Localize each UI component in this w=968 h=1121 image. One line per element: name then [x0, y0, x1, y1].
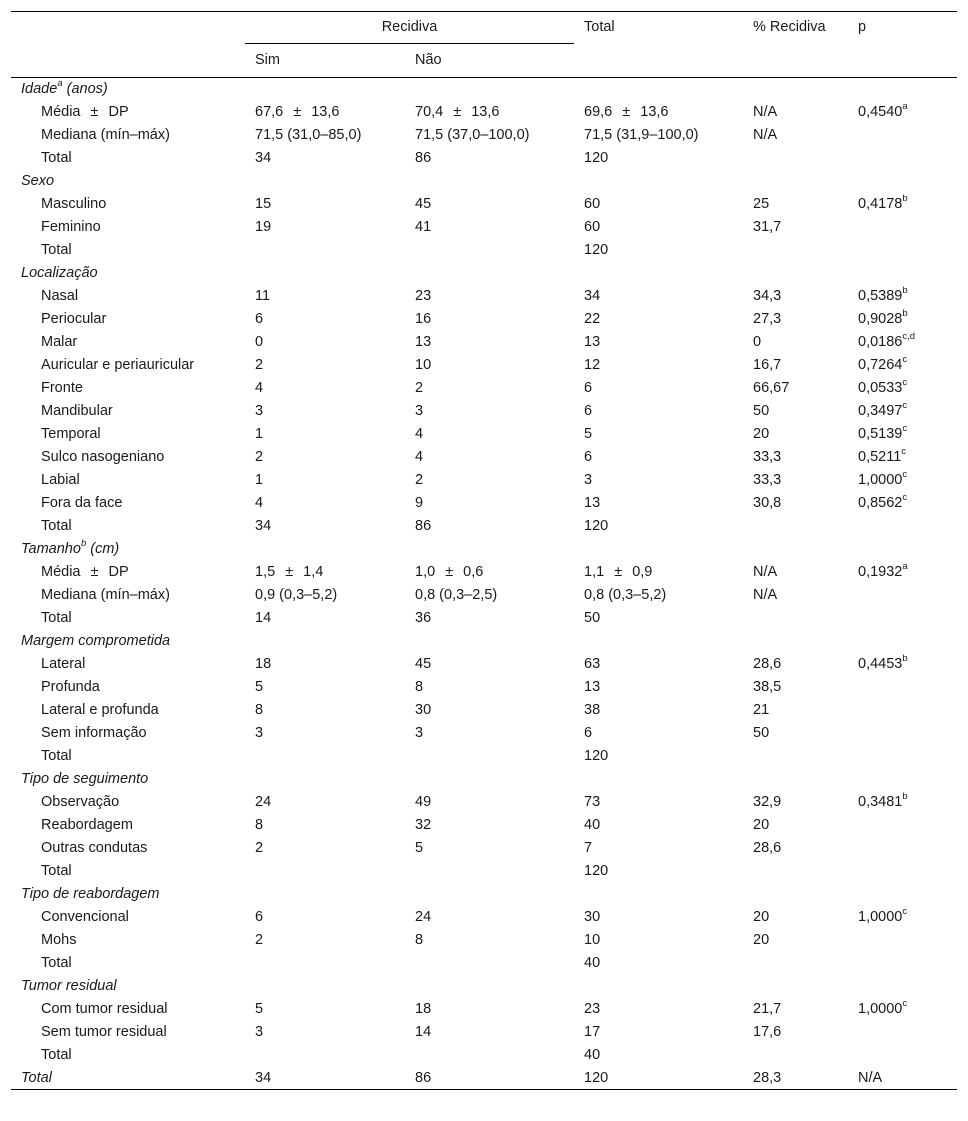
cell-nao	[405, 745, 574, 768]
row-label: Convencional	[41, 908, 129, 925]
cell-pct-recidiva: N/A	[753, 563, 778, 580]
cell-total: 7	[584, 839, 593, 856]
cell-total: 13	[584, 333, 601, 350]
cell-nao: 23	[415, 287, 432, 304]
category-row	[11, 262, 957, 285]
cell-total: 71,5 (31,9–100,0)	[584, 126, 699, 143]
cell-total: 69,6 ± 13,6	[584, 103, 669, 120]
cell-total: 60	[584, 195, 601, 212]
cell-nao: 0,8 (0,3–2,5)	[415, 586, 498, 603]
row-label: Total	[41, 149, 72, 166]
category-row	[11, 630, 957, 653]
row-label: Total	[41, 241, 72, 258]
cell-p: 0,4540$^a$	[858, 100, 908, 120]
cell-nao: 5	[415, 839, 424, 856]
cell-pct-recidiva: N/A	[753, 126, 778, 143]
row-label: Malar	[41, 333, 78, 350]
cell-total: 34	[584, 287, 601, 304]
cell-nao: 49	[415, 793, 432, 810]
cell-p: 1,0000$^c$	[858, 997, 908, 1017]
row-label: Mandibular	[41, 402, 113, 419]
cell-pct-recidiva: 66,67	[753, 379, 790, 396]
cell-p	[848, 1044, 957, 1067]
category-label: Idade$^a$ (anos)	[21, 78, 108, 97]
recurrence-table	[11, 11, 957, 1090]
table-row	[11, 285, 957, 308]
cell-pct-recidiva	[743, 860, 848, 883]
cell-total: 40	[584, 1046, 601, 1063]
cell-pct-recidiva	[743, 745, 848, 768]
cell-sim	[245, 1044, 405, 1067]
category-label: Margem comprometida	[21, 632, 171, 649]
header-pct-recidiva: % Recidiva	[753, 19, 826, 35]
cell-p: 0,4453$^b$	[858, 652, 908, 672]
table-row	[11, 745, 957, 768]
cell-pct-recidiva: 20	[753, 931, 770, 948]
cell-pct-recidiva: N/A	[753, 586, 778, 603]
cell-total: 6	[584, 379, 593, 396]
category-row	[11, 768, 957, 791]
grand-total-total: 120	[584, 1069, 609, 1086]
cell-nao: 9	[415, 494, 424, 511]
cell-total: 120	[584, 862, 609, 879]
cell-sim: 3	[255, 724, 264, 741]
table-row	[11, 515, 957, 538]
cell-nao: 4	[415, 425, 424, 442]
cell-total: 22	[584, 310, 601, 327]
table-row	[11, 860, 957, 883]
header-row-2	[11, 45, 957, 78]
category-label: Tumor residual	[21, 977, 117, 994]
row-label: Sem informação	[41, 724, 147, 741]
cell-total: 6	[584, 402, 593, 419]
category-label: Tipo de seguimento	[21, 770, 149, 787]
cell-sim: 15	[255, 195, 272, 212]
cell-sim: 11	[255, 287, 271, 304]
header-row-1	[11, 12, 957, 45]
cell-p	[848, 837, 957, 860]
cell-sim: 1	[255, 425, 264, 442]
row-label: Temporal	[41, 425, 101, 442]
table-container	[11, 11, 957, 1090]
cell-total: 38	[584, 701, 601, 718]
cell-total: 6	[584, 724, 593, 741]
cell-total: 6	[584, 448, 593, 465]
cell-p: 1,0000$^c$	[858, 468, 908, 488]
cell-nao: 32	[415, 816, 432, 833]
cell-total: 120	[584, 747, 609, 764]
table-row	[11, 722, 957, 745]
table-row	[11, 239, 957, 262]
table-row	[11, 837, 957, 860]
cell-nao	[405, 1044, 574, 1067]
table-row	[11, 124, 957, 147]
row-label: Nasal	[41, 287, 79, 304]
table-row	[11, 400, 957, 423]
cell-sim: 18	[255, 655, 272, 672]
cell-nao	[405, 239, 574, 262]
cell-total: 3	[584, 471, 593, 488]
cell-pct-recidiva: 30,8	[753, 494, 782, 511]
cell-sim: 34	[255, 517, 272, 534]
cell-sim: 6	[255, 908, 264, 925]
cell-p: 0,0186$^{c,d}$	[858, 330, 916, 350]
grand-total-nao: 86	[415, 1069, 432, 1086]
category-label: Tamanho$^b$ (cm)	[21, 537, 120, 557]
table-body	[11, 78, 957, 1090]
grand-total-pct: 28,3	[753, 1069, 782, 1086]
cell-nao: 10	[415, 356, 432, 373]
cell-p: 0,3497$^c$	[858, 399, 908, 419]
cell-sim: 34	[255, 149, 272, 166]
cell-pct-recidiva: 20	[753, 816, 770, 833]
cell-nao: 8	[415, 931, 424, 948]
table-row	[11, 354, 957, 377]
row-label: Total	[41, 1046, 72, 1063]
cell-pct-recidiva: 20	[753, 908, 770, 925]
cell-pct-recidiva: 28,6	[753, 655, 782, 672]
table-row	[11, 1021, 957, 1044]
grand-total-sim: 34	[255, 1069, 272, 1086]
cell-total: 0,8 (0,3–5,2)	[584, 586, 667, 603]
category-row	[11, 975, 957, 998]
table-row	[11, 469, 957, 492]
row-label: Média ± DP	[41, 103, 129, 120]
recidiva-underline	[245, 43, 574, 44]
table-row	[11, 423, 957, 446]
grand-total-row	[11, 1067, 957, 1090]
cell-nao: 45	[415, 195, 432, 212]
table-row	[11, 216, 957, 239]
grand-total-label: Total	[21, 1069, 52, 1086]
cell-p: 0,0533$^c$	[858, 376, 908, 396]
row-label: Mediana (mín–máx)	[41, 126, 170, 143]
cell-pct-recidiva: 31,7	[753, 218, 782, 235]
cell-p	[848, 699, 957, 722]
cell-sim: 2	[255, 931, 264, 948]
cell-pct-recidiva: 32,9	[753, 793, 782, 810]
row-label: Fora da face	[41, 494, 123, 511]
cell-nao: 71,5 (37,0–100,0)	[415, 126, 530, 143]
category-label: Localização	[21, 264, 98, 281]
cell-p: 0,7264$^c$	[858, 353, 908, 373]
cell-p	[848, 1021, 957, 1044]
cell-nao: 16	[415, 310, 432, 327]
cell-sim: 67,6 ± 13,6	[255, 103, 340, 120]
cell-nao: 13	[415, 333, 432, 350]
table-row	[11, 607, 957, 630]
cell-pct-recidiva: 50	[753, 402, 770, 419]
cell-sim: 8	[255, 701, 264, 718]
cell-pct-recidiva: 28,6	[753, 839, 782, 856]
cell-sim: 0	[255, 333, 264, 350]
cell-total: 73	[584, 793, 601, 810]
cell-p	[848, 952, 957, 975]
table-row	[11, 998, 957, 1021]
cell-p: 0,8562$^c$	[858, 491, 908, 511]
cell-nao: 18	[415, 1000, 432, 1017]
row-label: Lateral	[41, 655, 86, 672]
cell-pct-recidiva	[743, 515, 848, 538]
cell-pct-recidiva	[743, 607, 848, 630]
cell-total: 12	[584, 356, 601, 373]
table-row	[11, 193, 957, 216]
cell-p	[848, 860, 957, 883]
category-row	[11, 78, 957, 101]
cell-sim: 24	[255, 793, 272, 810]
cell-pct-recidiva: 16,7	[753, 356, 782, 373]
cell-sim: 1	[255, 471, 264, 488]
cell-nao: 3	[415, 402, 424, 419]
row-label: Total	[41, 747, 72, 764]
cell-total: 60	[584, 218, 601, 235]
table-row	[11, 952, 957, 975]
cell-nao	[405, 952, 574, 975]
row-label: Periocular	[41, 310, 107, 327]
row-label: Masculino	[41, 195, 107, 212]
header-empty	[11, 12, 245, 45]
category-label: Tipo de reabordagem	[21, 885, 160, 902]
cell-nao: 86	[415, 517, 432, 534]
cell-total: 40	[584, 816, 601, 833]
cell-p	[848, 216, 957, 239]
row-label: Labial	[41, 471, 80, 488]
cell-p	[848, 676, 957, 699]
cell-p	[848, 584, 957, 607]
cell-p: 0,4178$^b$	[858, 192, 908, 212]
cell-total: 10	[584, 931, 601, 948]
cell-total: 13	[584, 494, 601, 511]
cell-p	[848, 745, 957, 768]
cell-total: 63	[584, 655, 601, 672]
category-row	[11, 883, 957, 906]
row-label: Lateral e profunda	[41, 701, 159, 718]
cell-nao: 3	[415, 724, 424, 741]
row-label: Mediana (mín–máx)	[41, 586, 170, 603]
cell-total: 23	[584, 1000, 601, 1017]
cell-nao	[405, 860, 574, 883]
cell-p	[848, 814, 957, 837]
cell-total: 50	[584, 609, 601, 626]
row-label: Com tumor residual	[41, 1000, 168, 1017]
cell-sim: 0,9 (0,3–5,2)	[255, 586, 338, 603]
cell-p: 0,5211$^c$	[858, 445, 907, 465]
cell-pct-recidiva: 25	[753, 195, 770, 212]
cell-nao: 41	[415, 218, 432, 235]
cell-nao: 86	[415, 149, 432, 166]
cell-nao: 70,4 ± 13,6	[415, 103, 500, 120]
row-label: Reabordagem	[41, 816, 133, 833]
cell-p: 1,0000$^c$	[858, 905, 908, 925]
cell-nao: 2	[415, 379, 424, 396]
cell-sim: 8	[255, 816, 264, 833]
cell-pct-recidiva: 33,3	[753, 448, 782, 465]
cell-pct-recidiva: 21,7	[753, 1000, 782, 1017]
row-label: Profunda	[41, 678, 100, 695]
cell-pct-recidiva: 34,3	[753, 287, 782, 304]
cell-nao: 14	[415, 1023, 432, 1040]
cell-p	[848, 607, 957, 630]
cell-p: 0,5389$^b$	[858, 284, 908, 304]
cell-pct-recidiva	[743, 952, 848, 975]
table-row	[11, 699, 957, 722]
cell-total: 120	[584, 517, 609, 534]
cell-total: 40	[584, 954, 601, 971]
cell-sim: 1,5 ± 1,4	[255, 563, 324, 580]
category-row	[11, 170, 957, 193]
cell-pct-recidiva: 50	[753, 724, 770, 741]
cell-pct-recidiva: N/A	[753, 103, 778, 120]
row-label: Total	[41, 517, 72, 534]
cell-nao: 1,0 ± 0,6	[415, 563, 484, 580]
table-row	[11, 377, 957, 400]
cell-p: 0,1932$^a$	[858, 560, 908, 580]
table-row	[11, 492, 957, 515]
cell-sim: 19	[255, 218, 272, 235]
table-row	[11, 147, 957, 170]
cell-p: 0,9028$^b$	[858, 307, 908, 327]
cell-pct-recidiva: 33,3	[753, 471, 782, 488]
cell-nao: 45	[415, 655, 432, 672]
row-label: Mohs	[41, 931, 77, 948]
cell-pct-recidiva: 0	[753, 333, 762, 350]
table-row	[11, 331, 957, 354]
cell-pct-recidiva	[743, 147, 848, 170]
cell-sim: 5	[255, 678, 264, 695]
cell-sim	[245, 952, 405, 975]
cell-pct-recidiva: 20	[753, 425, 770, 442]
cell-p	[848, 929, 957, 952]
header-p: p	[858, 19, 867, 35]
cell-p: 0,5139$^c$	[858, 422, 908, 442]
cell-total: 120	[584, 149, 609, 166]
cell-sim: 14	[255, 609, 272, 626]
cell-pct-recidiva	[743, 1044, 848, 1067]
cell-total: 5	[584, 425, 593, 442]
cell-pct-recidiva: 21	[753, 701, 770, 718]
cell-sim: 5	[255, 1000, 264, 1017]
cell-total: 13	[584, 678, 601, 695]
row-label: Total	[41, 954, 72, 971]
cell-nao: 4	[415, 448, 424, 465]
cell-sim: 2	[255, 448, 264, 465]
row-label: Média ± DP	[41, 563, 129, 580]
cell-total: 120	[584, 241, 609, 258]
cell-nao: 2	[415, 471, 424, 488]
cell-p	[848, 239, 957, 262]
cell-sim: 2	[255, 356, 264, 373]
row-label: Total	[41, 609, 72, 626]
row-label: Auricular e periauricular	[41, 356, 195, 373]
cell-pct-recidiva: 38,5	[753, 678, 782, 695]
table-row	[11, 791, 957, 814]
cell-sim: 6	[255, 310, 264, 327]
header-nao: Não	[415, 51, 442, 68]
table-row	[11, 1044, 957, 1067]
cell-pct-recidiva	[743, 239, 848, 262]
row-label: Feminino	[41, 218, 101, 235]
row-label: Sem tumor residual	[41, 1023, 167, 1040]
row-label: Sulco nasogeniano	[41, 448, 165, 465]
cell-sim	[245, 860, 405, 883]
table-row	[11, 676, 957, 699]
cell-pct-recidiva: 17,6	[753, 1023, 782, 1040]
cell-sim: 3	[255, 1023, 264, 1040]
cell-sim: 4	[255, 494, 264, 511]
category-row	[11, 538, 957, 561]
table-row	[11, 561, 957, 584]
table-row	[11, 584, 957, 607]
cell-total: 1,1 ± 0,9	[584, 563, 653, 580]
cell-nao: 36	[415, 609, 432, 626]
cell-nao: 24	[415, 908, 432, 925]
cell-p	[848, 124, 957, 147]
cell-p	[848, 722, 957, 745]
cell-total: 30	[584, 908, 601, 925]
cell-p	[848, 515, 957, 538]
cell-sim: 71,5 (31,0–85,0)	[255, 126, 362, 143]
table-row	[11, 929, 957, 952]
category-label: Sexo	[21, 172, 55, 189]
cell-sim: 2	[255, 839, 264, 856]
row-label: Outras condutas	[41, 839, 148, 856]
row-label: Total	[41, 862, 72, 879]
cell-sim: 4	[255, 379, 264, 396]
cell-sim: 3	[255, 402, 264, 419]
row-label: Observação	[41, 793, 120, 810]
cell-p	[848, 147, 957, 170]
cell-p: 0,3481$^b$	[858, 790, 908, 810]
table-row	[11, 906, 957, 929]
grand-total-p: N/A	[858, 1069, 883, 1086]
header-recidiva: Recidiva	[381, 19, 438, 35]
cell-pct-recidiva: 27,3	[753, 310, 782, 327]
header-total: Total	[584, 19, 615, 35]
cell-nao: 30	[415, 701, 432, 718]
table-row	[11, 653, 957, 676]
table-row	[11, 101, 957, 124]
table-row	[11, 308, 957, 331]
header-sim: Sim	[255, 51, 280, 68]
table-row	[11, 814, 957, 837]
cell-total: 17	[584, 1023, 601, 1040]
cell-nao: 8	[415, 678, 424, 695]
cell-sim	[245, 239, 405, 262]
cell-sim	[245, 745, 405, 768]
row-label: Fronte	[41, 379, 83, 396]
table-row	[11, 446, 957, 469]
